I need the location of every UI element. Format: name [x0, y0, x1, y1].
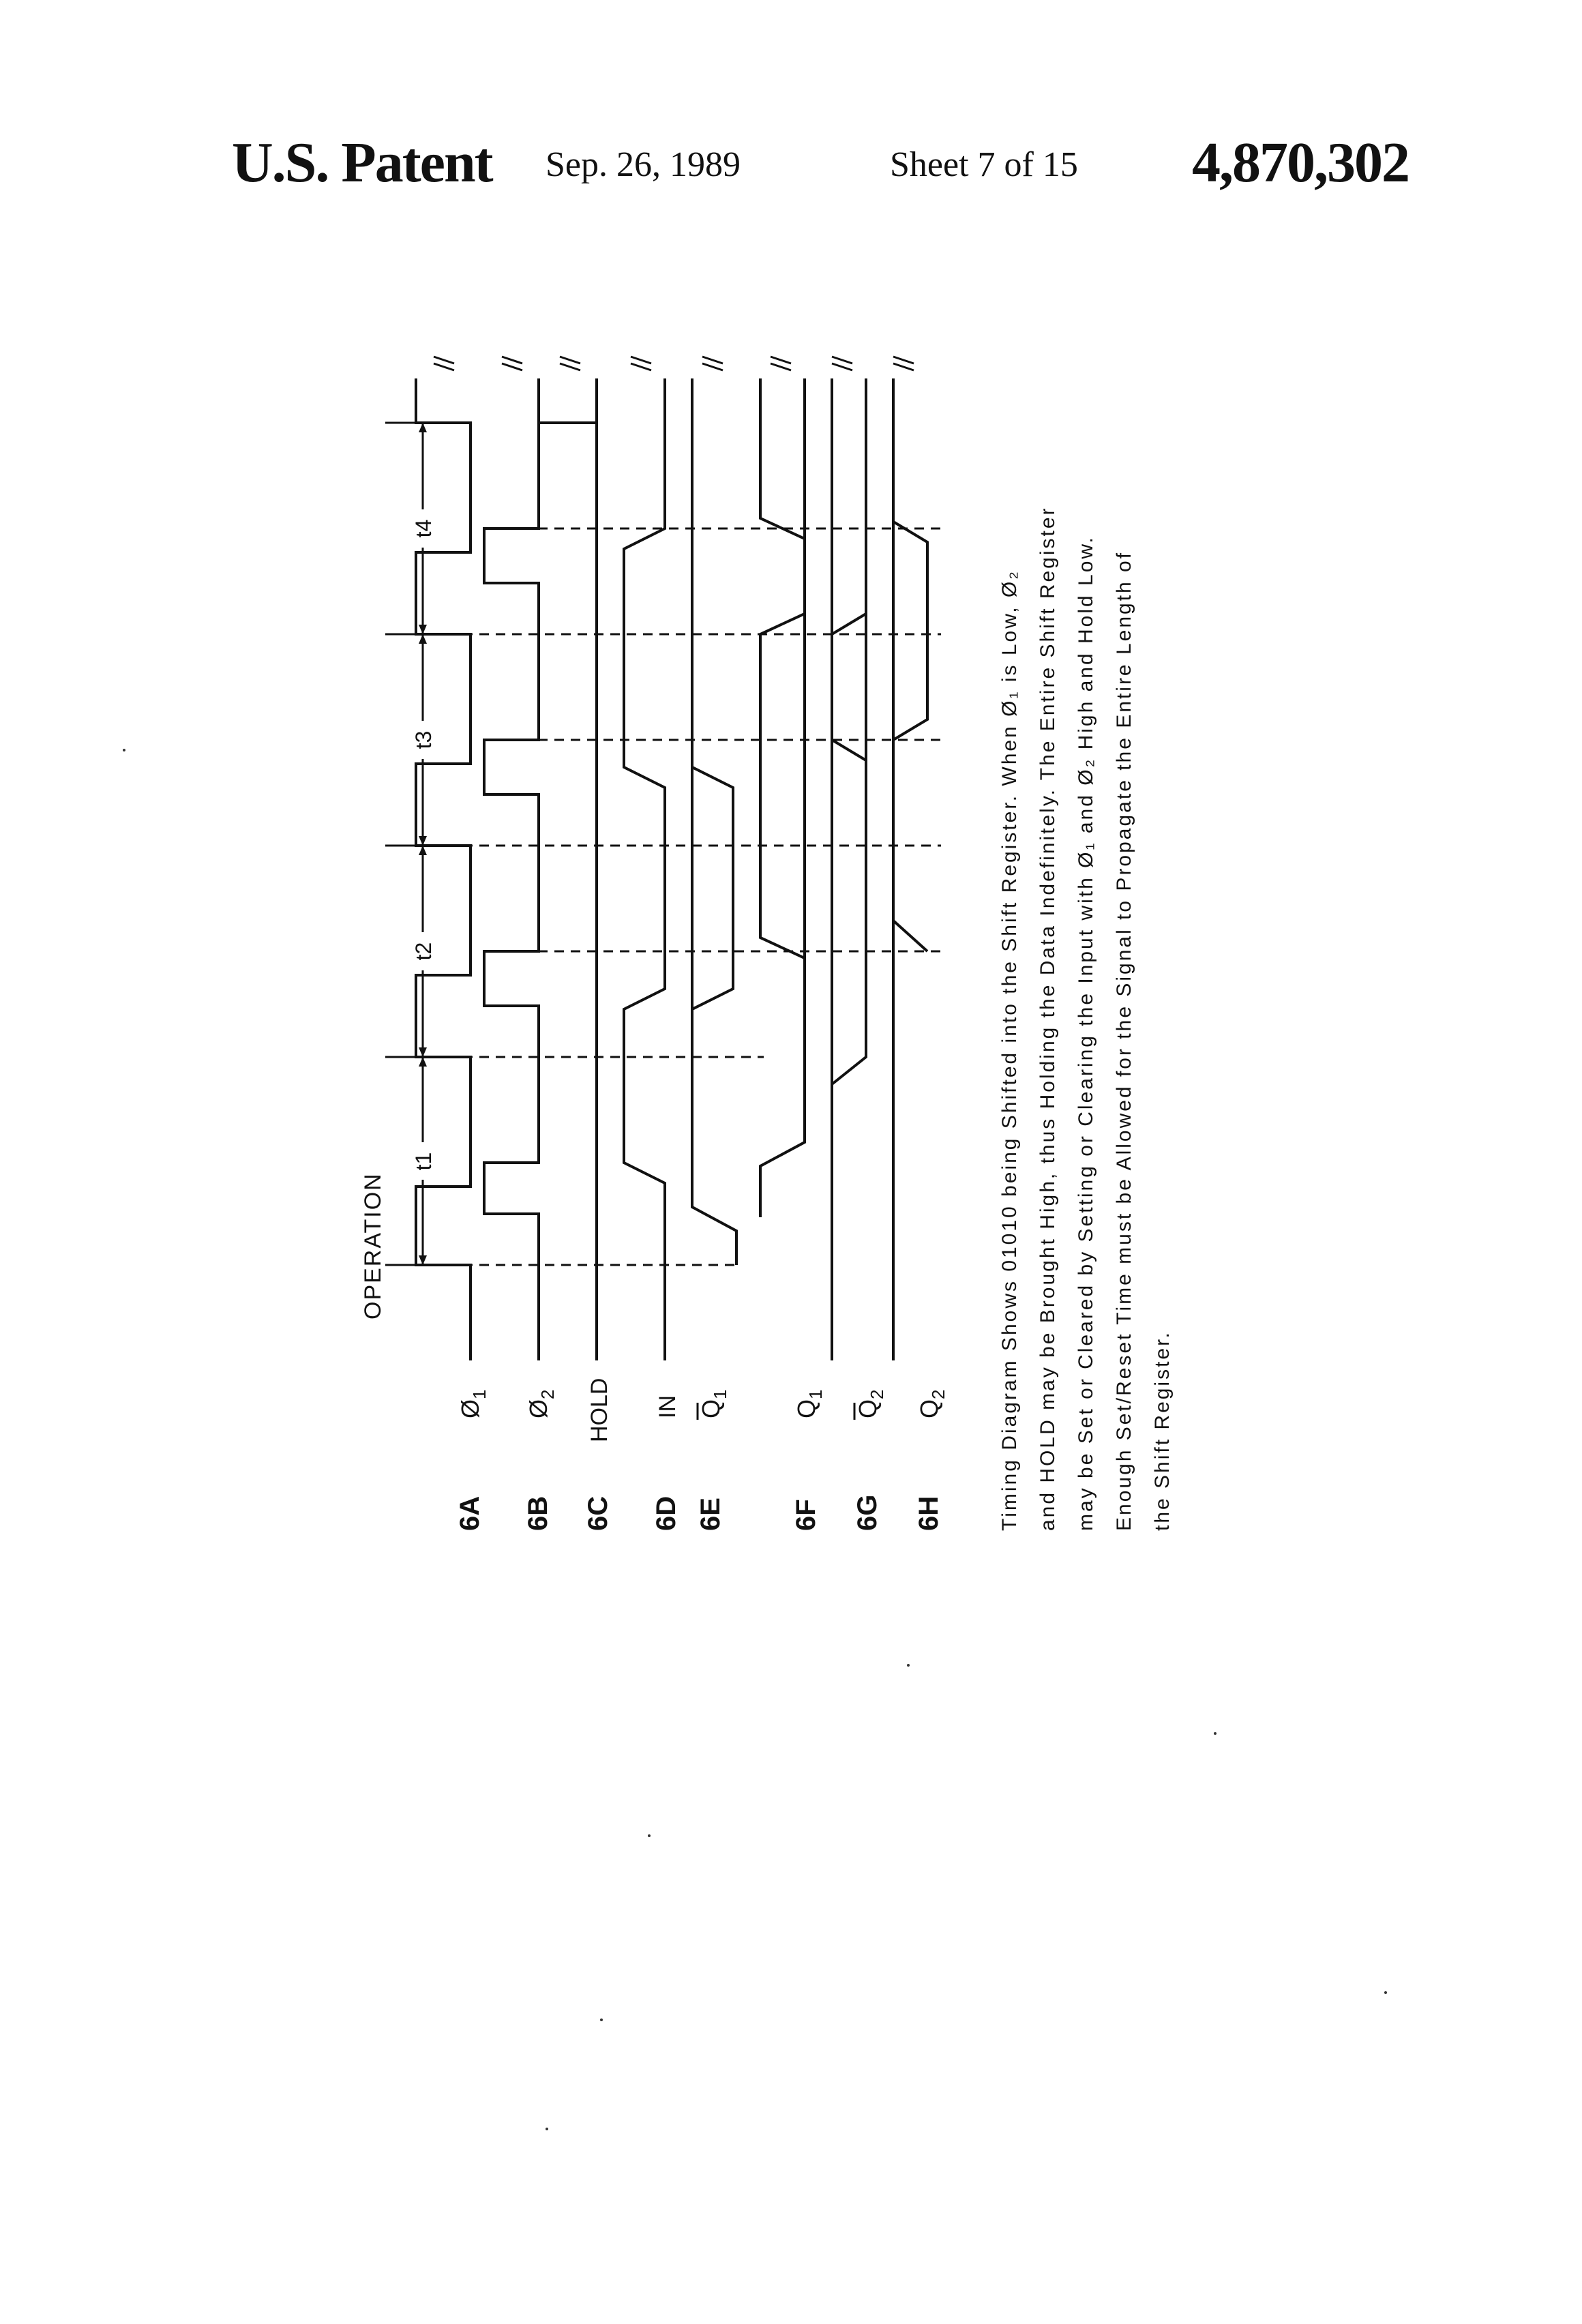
figure-caption [998, 506, 1174, 1531]
signal-name-q1-bar-sub: 1 [710, 1389, 730, 1399]
signal-name-q2-bar [854, 1390, 887, 1418]
figure-number-6f: 6F [791, 1499, 821, 1531]
caption-line: the Shift Register. [1151, 1330, 1174, 1531]
break-mark [702, 357, 723, 363]
scan-speck [123, 749, 125, 751]
break-mark [832, 357, 852, 363]
waveforms [416, 378, 927, 1360]
scan-speck [546, 2128, 548, 2130]
figure-number-6h: 6H [914, 1495, 944, 1531]
break-mark [502, 363, 522, 370]
signal-name-phi1-base: Ø [456, 1399, 484, 1418]
period-label-t2: t2 [411, 942, 436, 961]
scan-speck [1214, 1732, 1217, 1735]
patent-date: Sep. 26, 1989 [546, 145, 741, 184]
scan-speck [907, 1664, 910, 1667]
signal-name-q1 [792, 1390, 826, 1418]
signal-name-q2-base: Q [915, 1399, 943, 1418]
waveform-6e [692, 378, 736, 1265]
operation-label: OPERATION [360, 1172, 386, 1320]
signal-name-phi2-base: Ø [524, 1399, 552, 1418]
break-mark [631, 357, 651, 363]
break-marks [434, 357, 914, 370]
scan-speck [600, 2018, 603, 2021]
figure-number-6g: 6G [852, 1494, 882, 1531]
break-mark [502, 357, 522, 363]
waveform-6g [832, 378, 866, 1360]
break-mark [560, 357, 580, 363]
signal-name-hold: HOLD [586, 1377, 612, 1442]
signal-name-phi1 [456, 1390, 490, 1418]
break-mark [771, 363, 791, 370]
scan-speck [1384, 1991, 1387, 1994]
signal-name-q2-sub: 2 [928, 1389, 949, 1399]
sheet-number: Sheet 7 of 15 [890, 145, 1078, 184]
break-mark [631, 363, 651, 370]
figure-number-6d: 6D [651, 1495, 681, 1531]
break-mark [560, 363, 580, 370]
signal-name-phi2 [524, 1390, 558, 1418]
break-mark [434, 357, 454, 363]
break-mark [893, 363, 914, 370]
caption-line: Enough Set/Reset Time must be Allowed for the Signal to Propagate the Entire Length of [1113, 550, 1135, 1531]
waveform-6h [893, 378, 927, 1360]
signal-name-q1-base: Q [792, 1399, 820, 1418]
waveform-6c [539, 378, 597, 1360]
caption-line: Timing Diagram Shows 01010 being Shifted into the Shift Register. When Ø₁ is Low, Ø₂ [998, 569, 1021, 1531]
period-label-t4: t4 [411, 519, 436, 538]
patent-number: 4,870,302 [1192, 131, 1409, 194]
signal-name-q2-bar-sub: 2 [867, 1389, 887, 1399]
figure-number-6b: 6B [523, 1495, 553, 1531]
figure-number-6c: 6C [583, 1495, 613, 1531]
signal-name-q1-bar [697, 1390, 730, 1418]
period-label-t3: t3 [411, 730, 436, 749]
signal-name-phi2-sub: 2 [537, 1389, 558, 1399]
patent-label: U.S. Patent [232, 131, 492, 194]
period-label-t1: t1 [411, 1152, 436, 1171]
caption-line: and HOLD may be Brought High, thus Holding the Data Indefinitely. The Entire Shift Register [1036, 506, 1059, 1531]
break-mark [771, 357, 791, 363]
signal-names [456, 1378, 949, 1442]
signal-name-in: IN [655, 1395, 681, 1418]
scan-speck [648, 1834, 651, 1837]
break-mark [434, 363, 454, 370]
signal-name-q2-bar-base: Q [854, 1399, 882, 1418]
break-mark [893, 357, 914, 363]
waveform-6d [624, 378, 665, 1360]
waveform-6b [484, 378, 539, 1360]
break-mark [832, 363, 852, 370]
signal-name-q1-sub: 1 [805, 1389, 826, 1399]
caption-line: may be Set or Cleared by Setting or Clearing the Input with Ø₁ and Ø₂ High and Hold Low. [1075, 535, 1097, 1531]
figure-numbers [455, 1495, 944, 1531]
figure-number-6a: 6A [455, 1495, 485, 1531]
figure-number-6e: 6E [696, 1498, 726, 1531]
signal-name-q1-bar-base: Q [697, 1399, 725, 1418]
waveform-6f [760, 378, 805, 1217]
signal-name-q2 [915, 1390, 949, 1418]
signal-name-phi1-sub: 1 [469, 1389, 490, 1399]
rotated-timing-diagram [360, 357, 1174, 1531]
break-mark [702, 363, 723, 370]
